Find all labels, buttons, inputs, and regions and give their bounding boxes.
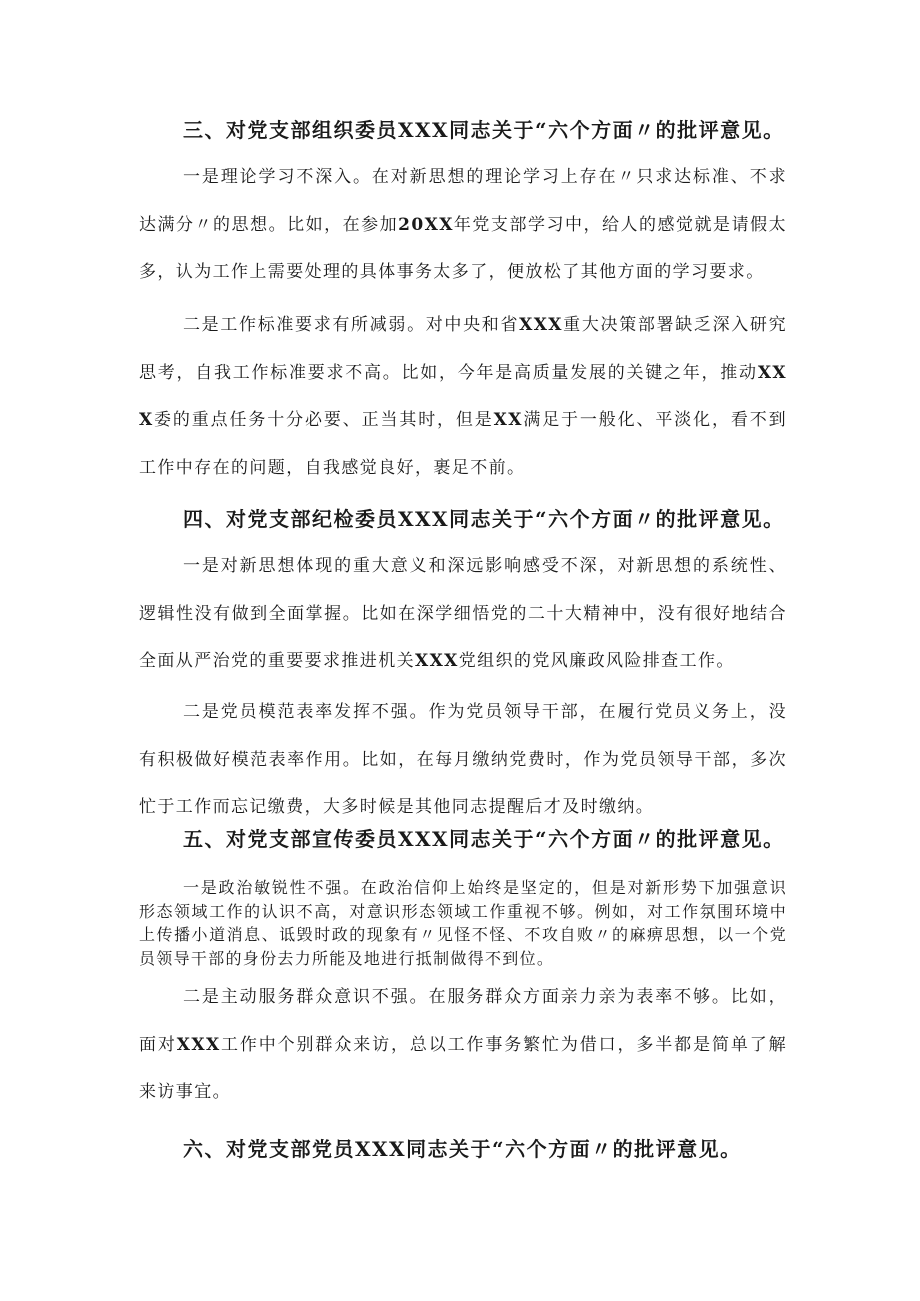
section-4-paragraph-1: 一是对新思想体现的重大意义和深远影响感受不深，对新思想的系统性、逻辑性没有做到全面掌握。比如在深学细悟党的二十大精神中，没有很好地结合全面从严治党的重要要求推进机关XXX党组织的党风廉政风险排查工作。 — [139, 556, 787, 671]
section-3-paragraph-1: 一是理论学习不深入。在对新思想的理论学习上存在〃只求达标准、不求达满分〃的思想。比如，在参加20XX年党支部学习中，给人的感觉就是请假太多，认为工作上需要处理的具体事务太多了，便放松了其他方面的学习要求。 — [139, 167, 787, 282]
section-5-paragraph-2: 二是主动服务群众意识不强。在服务群众方面亲力亲为表率不够。比如，面对XXX工作中个别群众来访，总以工作事务繁忙为借口，多半都是简单了解来访事宜。 — [139, 987, 787, 1102]
section-3-heading: 三、对党支部组织委员XXX同志关于“六个方面〃的批评意见。 — [183, 118, 785, 142]
section-6-heading: 六、对党支部党员XXX同志关于“六个方面〃的批评意见。 — [183, 1137, 742, 1161]
section-5-paragraph-1: 一是政治敏锐性不强。在政治信仰上始终是坚定的，但是对新形势下加强意识形态领域工作的认识不高，对意识形态领域工作重视不够。例如，对工作氛围环境中上传播小道消息、诋毁时政的现象有〃见怪不怪、不攻自败〃的麻痹思想，以一个党员领导干部的身份去力所能及地进行抵制做得不到位。 — [139, 878, 787, 968]
section-4-heading: 四、对党支部纪检委员XXX同志关于“六个方面〃的批评意见。 — [183, 507, 785, 531]
section-3-paragraph-2: 二是工作标准要求有所减弱。对中央和省XXX重大决策部署缺乏深入研究思考，自我工作标准要求不高。比如，今年是高质量发展的关键之年，推动XXX委的重点任务十分必要、正当其时，但是XX满足于一般化、平淡化，看不到工作中存在的问题，自我感觉良好，裹足不前。 — [139, 315, 787, 478]
section-4-paragraph-2: 二是党员模范表率发挥不强。作为党员领导干部，在履行党员义务上，没有积极做好模范表率作用。比如，在每月缴纳党费时，作为党员领导干部，多次忙于工作而忘记缴费，大多时候是其他同志提醒后才及时缴纳。 — [139, 702, 787, 817]
section-5-heading: 五、对党支部宣传委员XXX同志关于“六个方面〃的批评意见。 — [183, 827, 785, 851]
